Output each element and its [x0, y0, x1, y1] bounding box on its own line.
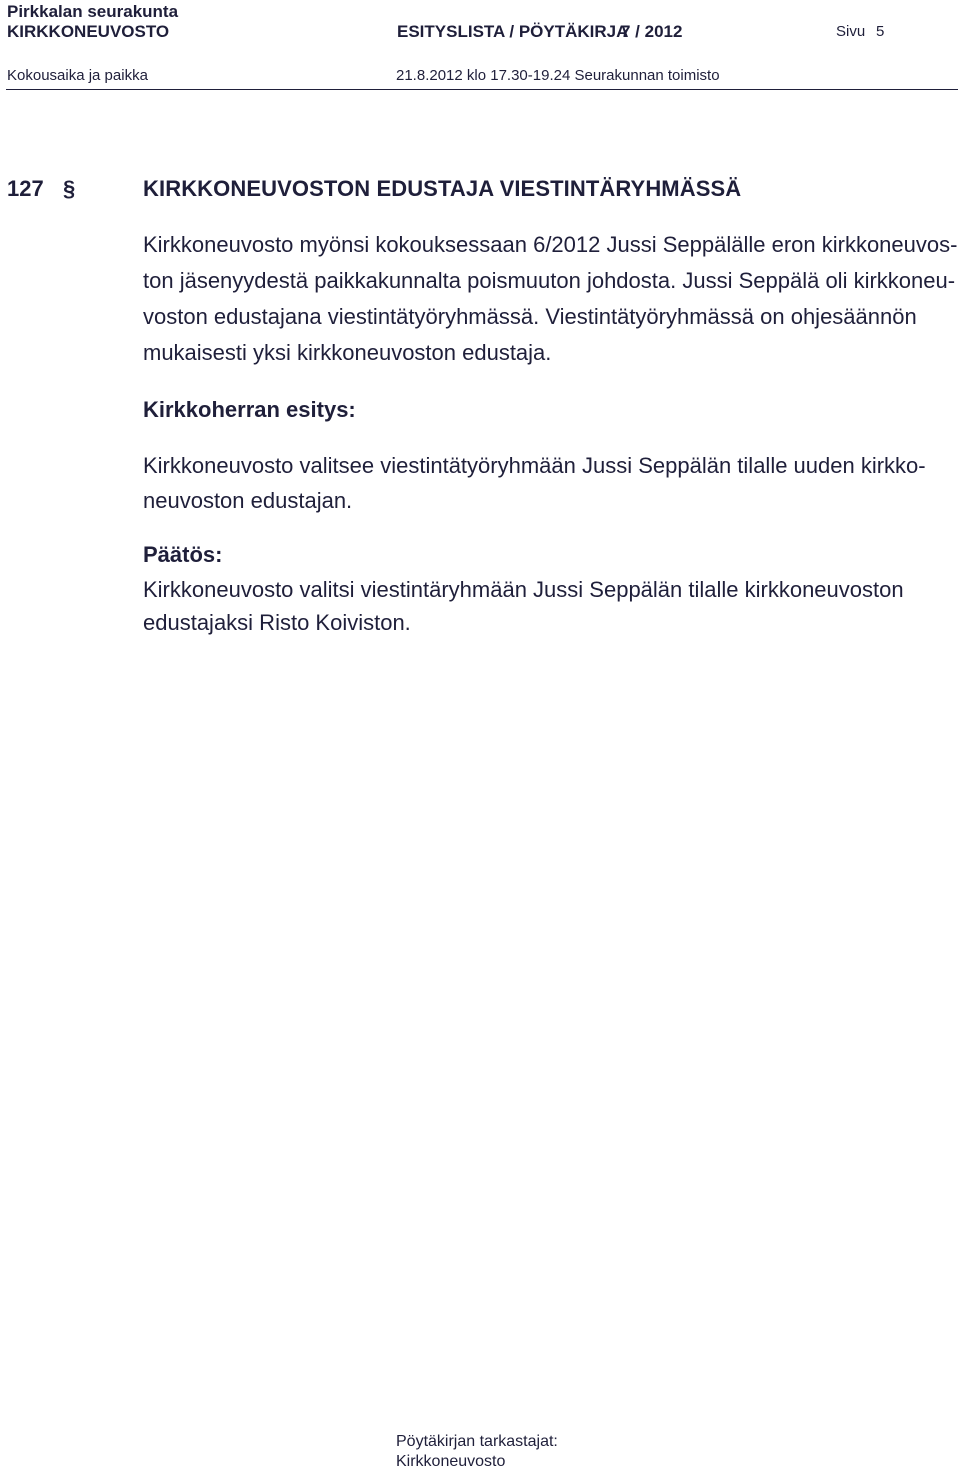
paragraph-line: voston edustajana viestintätyöryhmässä. Viestintätyöryhmässä on ohjesäännön [143, 304, 917, 329]
proposal-label: Kirkkoherran esitys: [143, 397, 356, 422]
footer-label: Pöytäkirjan tarkastajat: [396, 1433, 558, 1450]
item-number: 127 [7, 176, 44, 201]
paragraph-line: mukaisesti yksi kirkkoneuvoston edustaja. [143, 340, 552, 365]
meeting-label: Kokousaika ja paikka [7, 67, 148, 84]
header-org: Pirkkalan seurakunta [7, 2, 179, 21]
header-body: KIRKKONEUVOSTO [7, 22, 170, 41]
header-page-no: 5 [876, 23, 885, 40]
proposal-line: Kirkkoneuvosto valitsee viestintätyöryhmään Jussi Seppälän tilalle uuden kirkko- [143, 453, 926, 478]
section-mark: § [63, 176, 76, 201]
item-title: KIRKKONEUVOSTON EDUSTAJA VIESTINTÄRYHMÄSSÄ [143, 176, 742, 201]
decision-label: Päätös: [143, 542, 223, 567]
header-rule [6, 89, 958, 90]
footer-value: Kirkkoneuvosto [396, 1453, 506, 1470]
header-page-label: Sivu [836, 23, 866, 40]
header-doc-no: 7 / 2012 [621, 22, 683, 41]
proposal-line: neuvoston edustajan. [143, 488, 353, 513]
paragraph-line: ton jäsenyydestä paikkakunnalta poismuuton johdosta. Jussi Seppälä oli kirkkoneu- [143, 268, 956, 293]
paragraph-line: Kirkkoneuvosto myönsi kokouksessaan 6/2012 Jussi Seppälälle eron kirkkoneuvos- [143, 232, 958, 257]
decision-line: Kirkkoneuvosto valitsi viestintäryhmään Jussi Seppälän tilalle kirkkoneuvoston [143, 577, 904, 602]
meeting-value: 21.8.2012 klo 17.30-19.24 Seurakunnan toimisto [396, 67, 720, 84]
decision-line: edustajaksi Risto Koiviston. [143, 610, 411, 635]
header-doc-type: ESITYSLISTA / PÖYTÄKIRJA [397, 22, 629, 41]
